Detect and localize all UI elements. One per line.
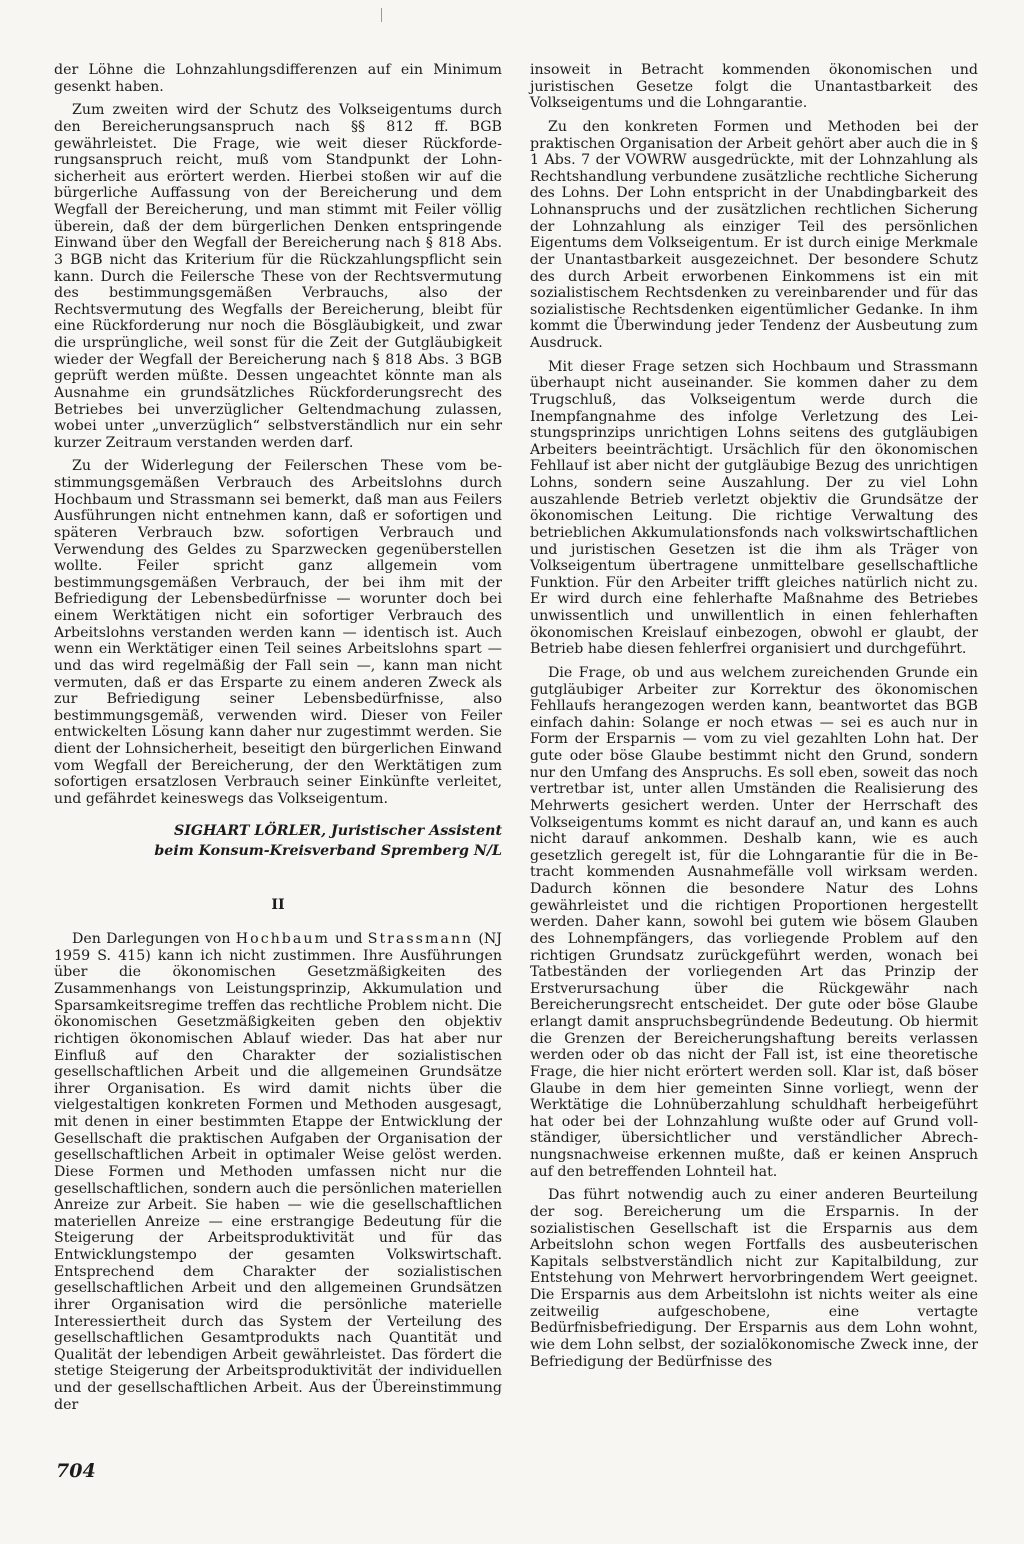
right-paragraph-1: insoweit in Betracht kommenden ökonomischen und juristischen Gesetze folgt die Unantastbarkeit des Volkseigentums und die Lohngarantie. [530, 62, 978, 112]
page-number: 704 [56, 1460, 96, 1482]
author-name-strassmann: Strassmann [367, 931, 474, 948]
right-paragraph-5: Das führt notwendig auch zu einer anderen Beurteilung der sog. Bereicherung um die Ersparnis. In der sozialistischen Gesellschaft ist die Ersparnis aus dem Arbeitslohn schon wegen Fortfalls des ausbeuterischen Kapitals selbstverständlich nicht zur Kapitalbildung, zur Entstehung von Mehrwert hervorbringendem Wert geeignet. Die Ersparnis aus dem Arbeitslohn ist nichts weiter als eine zeitweilig aufgeschobene, eine vertagte Bedürfnisbefriedigung. Der Ersparnis aus dem Lohn wohnt, wie dem Lohn selbst, der sozialökonomische Zweck inne, der Befriedigung der Bedürfnisse des [530, 1187, 978, 1370]
left-paragraph-3: Zu der Widerlegung der Feilerschen These vom bestimmungsgemäßen Verbrauch des Arbeitslohns durch Hochbaum und Strassmann sei bemerkt, daß man aus Feilers Ausführungen nicht entnehmen kann, daß er sofortigen und späteren Verbrauch bzw. sofortigen Verbrauch und Verwendung des Geldes zu Sparzwecken gegenüberstellen wollte. Feiler spricht ganz allgemein vom bestimmungsgemäßen Verbrauch, der bei ihm mit der Befriedigung der Lebensbedürfnisse — worunter doch bei einem Werktätigen nicht ein sofortiger Verbrauch des Arbeitslohns verstanden werden kann — identisch ist. Auch wenn ein Werktätiger einen Teil seines Arbeitslohns spart — und das wird regelmäßig der Fall sein —, kann man nicht vermuten, daß er das Ersparte zu einem anderen Zweck als zur Befriedigung seiner Lebensbedürfnisse, also bestimmungsgemäß, verwenden wird. Dieser von Feiler entwickelten Lösung kann daher nur zugestimmt werden. Sie dient der Lohnsicherheit, beseitigt den bürgerlichen Einwand vom Wegfall der Bereicherung, der den Werktätigen zum sofortigen ersatzlosen Verbrauch seiner Einkünfte verleitet, und gefährdet keineswegs das Volkseigentum. [54, 458, 502, 807]
right-paragraph-3: Mit dieser Frage setzen sich Hochbaum und Strassmann überhaupt nicht auseinander. Sie kommen daher zu dem Trugschluß, das Volkseigentum werde durch die Inempfangnahme des infolge Verletzung des Leistungsprinzips unrichtigen Lohns seitens des gutgläubigen Arbeiters beeinträchtigt. Ursächlich für den ökonomischen Fehllauf ist aber nicht der gutgläubige Bezug des unrichtigen Lohns, sondern seine Auszahlung. Der zu viel Lohn auszahlende Betrieb verletzt objektiv die Grundsätze der ökonomischen Leitung. Die richtige Verwaltung des betrieblichen Akkumulationsfonds nach volkswirtschaftlichen und juristischen Gesetzen ist die ihm als Träger von Volkseigentum übertragene unmittelbare gesellschaftliche Funktion. Für den Arbeiter trifft gleiches natürlich nicht zu. Er wird durch eine fehlerhafte Maßnahme des Betriebes unwissentlich und unwillentlich in einen fehlerhaften ökonomischen Kreislauf einbezogen, obwohl er glaubt, der Betrieb habe diesen fehlerfrei organisiert und durchgeführt. [530, 358, 978, 658]
right-column [530, 62, 978, 1370]
left-column [54, 62, 502, 1413]
section-heading: II [271, 896, 285, 913]
right-paragraph-4: Die Frage, ob und aus welchem zureichenden Grunde ein gutgläubiger Arbeiter zur Korrektur des ökonomischen Fehllaufs herangezogen werden kann, beantwortet das BGB einfach dahin: Solange er noch etwas — sei es auch nur in Form der Ersparnis — vom zu viel gezahlten Lohn hat. Der gute oder böse Glaube bestimmt nicht den Grund, sondern nur den Umfang des Anspruchs. Es soll eben, soweit das noch vertretbar ist, unter allen Umständen die Realisierung des Mehrwerts gesichert werden. Unter der Herrschaft des Volkseigentums kommt es nicht darauf an, und kann es auch nicht darauf ankommen. Deshalb kann, wie es auch gesetzlich geregelt ist, für die Lohngarantie für die in Betracht kommenden Ausnahmefälle voll wirksam werden. Dadurch können die besondere Natur des Lohns gewährleistet und die richtigen Proportionen hergestellt werden. Daher kann, sowohl bei gutem wie bösem Glauben des Lohnempfängers, das vorliegende Problem auf den richtigen Grundsatz zurückgeführt werden, wonach bei Tatbeständen der vorliegenden Art das Prinzip der Erstverursachung über die Rückgewähr nach Bereicherungsrecht entscheidet. Der gute oder böse Glaube erlangt damit anspruchsbegründende Bedeutung. Ob hiermit die Grenzen der Bereicherungshaftung bereits verlassen werden oder ob das nicht der Fall ist, ist eine theoretische Frage, die hier nicht erörtert werden soll. Klar ist, daß böser Glaube in dem hier gemeinten Sinne vorliegt, wenn der Werktätige die Lohnüberzahlung schuldhaft herbeigeführt hat oder bei der Lohnzahlung wußte oder auf Grund vollständiger, übersichtlicher und verständlicher Abrechnungsnachweise erkennen mußte, daß er keinen Anspruch auf den betreffenden Lohnteil hat. [530, 664, 978, 1180]
scan-mark [381, 8, 382, 22]
left-paragraph-2: Zum zweiten wird der Schutz des Volkseigentums durch den Bereicherungsanspruch nach §§ 812 ff. BGB gewährleistet. Die Frage, wie weit dieser Rückforderungsanspruch reicht, muß vom Standpunkt der Lohnsicherheit aus erörtert werden. Hierbei stoßen wir auf die bürgerliche Auffassung von der Bereicherung und dem Wegfall der Bereicherung, und man stimmt mit Feiler völlig überein, daß der dem bürgerlichen Denken entspringende Einwand über den Wegfall der Bereicherung nach § 818 Abs. 3 BGB nicht das Kriterium für die Rückzahlungspflicht sein kann. Durch die Feilersche These von der Rechtsvermutung des bestimmungsgemäßen Verbrauchs, also der Rechtsvermutung des Wegfalls der Bereicherung, bleibt für eine Rückforderung nur noch die Bösgläubigkeit, und zwar die ursprüngliche, weil sonst für die Zeit der Gutgläubigkeit wieder der Wegfall der Bereicherung nach § 818 Abs. 3 BGB geprüft werden müßte. Dessen ungeachtet könnte man als Ausnahme ein grundsätzliches Rückforderungsrecht des Betriebes bei unverzüglicher Geltendmachung zulassen, wobei unter „unverzüglich“ selbstverständlich nur ein sehr kurzer Zeitraum verstanden werden darf. [54, 102, 502, 451]
signature-line-2: beim Konsum-Kreisverband Spremberg N/L [154, 842, 502, 859]
right-paragraph-2: Zu den konkreten Formen und Methoden bei der praktischen Organisation der Arbeit gehört aber auch die in § 1 Abs. 7 der VOWRW ausgedrückte, mit der Lohnzahlung als Rechtshandlung verbundene zusätzliche rechtliche Sicherung des Lohns. Der Lohn entspricht in der Unabdingbarkeit des Lohnanspruchs und der zusätzlichen rechtlichen Sicherung der Lohnzahlung als einziger Teil des persönlichen Eigentums dem Volkseigentum. Er ist durch einige Merkmale der Unantastbarkeit ausgezeichnet. Der besondere Schutz des durch Arbeit erworbenen Einkommens ist ein mit sozialistischem Rechtsdenken zu vereinbarender und für das sozialistische Rechtsdenken eigentümlicher Gedanke. In ihm kommt die Überwindung jeder Tendenz der Ausbeutung zum Ausdruck. [530, 118, 978, 351]
intro-rest: (NJ 1959 S. 415) kann ich nicht zustimmen. Ihre Ausführungen über die ökonomischen Gesetzmäßigkeiten des Zusammenhangs von Leistungsprinzip, Akkumulation und Sparsamkeitsregime treffen das rechtliche Problem nicht. Die ökonomischen Gesetzmäßigkeiten geben den objektiv richtigen ökonomischen Ablauf wieder. Das hat aber nur Einfluß auf den Charakter der sozialistischen gesellschaftlichen Arbeit und die allgemeinen Grundsätze ihrer Organisation. Es wird damit nichts über die vielgestaltigen konkreten Formen und Methoden ausgesagt, mit denen in einer bestimmten Etappe der Entwicklung der Gesellschaft die praktischen Aufgaben der Organisation der gesellschaftlichen Arbeit in optimaler Weise gelöst werden. Diese Formen und Methoden umfassen nicht nur die gesellschaftlichen, sondern auch die persönlichen materiellen Anreize zur Arbeit. Sie haben — wie die gesellschaftlichen materiellen Anreize — eine erstrangige Bedeutung für die Steigerung der Arbeitsproduktivität und für das Entwicklungstempo der gesamten Volkswirtschaft. Entsprechend dem Charakter der sozialistischen gesellschaftlichen Arbeit und den allgemeinen Grundsätzen ihrer Organisation wird die persönliche materielle Interessiertheit durch das System der Verteilung des gesellschaftlichen Gesamtprodukts nach Quantität und Qualität der lebendigen Arbeit gewährleistet. Das fördert die stetige Steigerung der Arbeitsproduktivität der individuellen und der gesellschaftlichen Arbeit. Aus der Übereinstimmung der [54, 931, 502, 1413]
intro-prefix: Den Darlegungen von [72, 931, 236, 948]
signature-line-1: SIGHART LÖRLER, Juristischer Assistent [173, 822, 502, 839]
section-2-paragraph [54, 931, 502, 1413]
left-paragraph-1: der Löhne die Lohnzahlungsdifferenzen auf ein Minimum gesenkt haben. [54, 62, 502, 95]
intro-mid: und [329, 931, 368, 948]
author-name-hochbaum: Hochbaum [235, 931, 330, 948]
author-signature [54, 821, 502, 861]
